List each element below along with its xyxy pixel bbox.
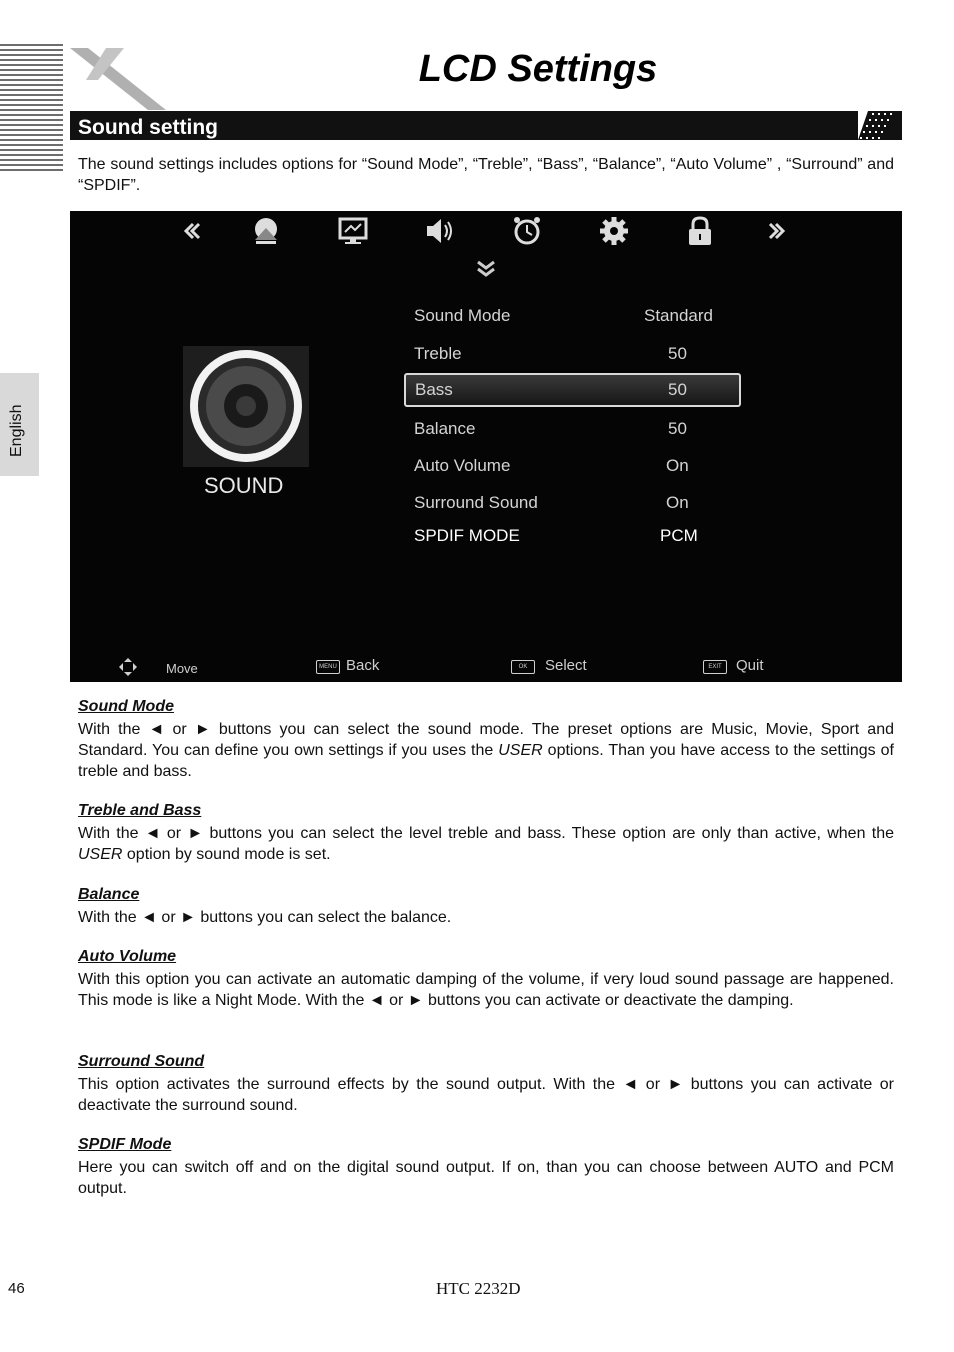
- screen-icon[interactable]: [336, 214, 370, 248]
- picture-icon[interactable]: [249, 214, 283, 248]
- menu-item-value: 50: [668, 380, 687, 399]
- chevron-down-icon: [472, 259, 500, 279]
- paragraph-treble-and-bass: [78, 823, 894, 865]
- menu-item-label: SPDIF MODE: [414, 526, 520, 545]
- footer-move-label: Move: [166, 661, 198, 676]
- menu-item-value: PCM: [660, 526, 698, 545]
- alarm-clock-icon[interactable]: [510, 214, 544, 248]
- text: With the ◄ or ► buttons you can select the level treble and bass. These option are only than active, when the: [78, 825, 894, 842]
- language-label: English: [8, 404, 25, 457]
- paragraph-auto-volume: With this option you can activate an automatic damping of the volume, if very loud sound passage are happened. This mode is like a Night Mode. With the ◄ or ► buttons you can activate or deactivate the damping.: [78, 971, 894, 1009]
- double-right-arrow-icon[interactable]: [762, 214, 796, 248]
- intro-paragraph: The sound settings includes options for “Sound Mode”, “Treble”, “Bass”, “Balance”, “Auto Volume” , “Surround” and “SPDIF”.: [78, 156, 894, 194]
- menu-item-value: Standard: [644, 306, 713, 325]
- emphasis: USER: [498, 742, 543, 759]
- paragraph-balance: With the ◄ or ► buttons you can select the balance.: [78, 909, 452, 926]
- osd-footer: [70, 651, 902, 681]
- menu-item-label: Auto Volume: [414, 456, 511, 475]
- text: option by sound mode is set.: [122, 846, 331, 863]
- menu-item-auto-volume[interactable]: [414, 452, 744, 482]
- emphasis: USER: [78, 846, 123, 863]
- paragraph-surround-sound: This option activates the surround effects by the sound output. With the ◄ or ► buttons you can activate or deactivate the surround sound.: [78, 1076, 894, 1114]
- menu-item-value: On: [666, 456, 689, 475]
- gear-icon[interactable]: [597, 214, 631, 248]
- move-arrows-icon: [118, 655, 158, 677]
- osd-screenshot: [70, 211, 902, 682]
- lock-icon[interactable]: [683, 214, 717, 248]
- decorative-stripes: [0, 44, 63, 172]
- sound-panel-label: SOUND: [204, 473, 284, 498]
- menu-item-value: 50: [668, 344, 687, 363]
- speaker-icon[interactable]: [423, 214, 457, 248]
- osd-top-icon-bar: [70, 211, 902, 251]
- paragraph-spdif-mode: Here you can switch off and on the digital sound output. If on, than you can choose between AUTO and PCM output.: [78, 1159, 894, 1197]
- text: options. Than you have access to the settings of treble and bass.: [78, 742, 894, 780]
- menu-key-icon: MENU: [316, 660, 340, 674]
- double-left-arrow-icon[interactable]: [173, 214, 207, 248]
- menu-item-spdif-mode[interactable]: [414, 522, 744, 552]
- page-number: 46: [8, 1280, 25, 1297]
- heading-auto-volume: Auto Volume: [78, 948, 177, 965]
- menu-item-label: Surround Sound: [414, 493, 538, 512]
- heading-spdif-mode: SPDIF Mode: [78, 1136, 172, 1153]
- ok-key-icon: OK: [511, 660, 535, 674]
- menu-item-surround-sound[interactable]: [414, 489, 744, 519]
- exit-key-icon: EXIT: [703, 660, 727, 674]
- menu-item-bass-selected[interactable]: [404, 373, 741, 407]
- text: With the ◄ or ► buttons you can select the sound mode. The preset options are Music, Movie, Sport and Standard. You can define you own settings if you uses the: [78, 721, 894, 759]
- paragraph-sound-mode: [78, 719, 894, 782]
- model-name: HTC 2232D: [436, 1279, 521, 1298]
- menu-item-sound-mode[interactable]: [414, 302, 744, 332]
- dot-pattern-decoration: [858, 111, 902, 140]
- heading-balance: Balance: [78, 886, 140, 903]
- footer-select-label: Select: [545, 657, 587, 674]
- language-side-tab: [0, 373, 39, 476]
- section-title: Sound setting: [78, 116, 218, 139]
- menu-item-label: Bass: [415, 380, 453, 399]
- menu-item-label: Sound Mode: [414, 306, 511, 325]
- footer-quit-label: Quit: [736, 657, 764, 674]
- menu-item-treble[interactable]: [414, 340, 744, 370]
- brand-logo-x: [66, 42, 170, 112]
- menu-item-value: 50: [668, 419, 687, 438]
- menu-item-label: Balance: [414, 419, 476, 438]
- section-header: [70, 111, 902, 140]
- speaker-graphic: [183, 346, 309, 467]
- heading-sound-mode: Sound Mode: [78, 698, 174, 715]
- page-title: LCD Settings: [418, 48, 658, 90]
- footer-back-label: Back: [346, 657, 380, 674]
- heading-treble-and-bass: Treble and Bass: [78, 802, 202, 819]
- heading-surround-sound: Surround Sound: [78, 1053, 205, 1070]
- menu-item-value: On: [666, 493, 689, 512]
- menu-item-label: Treble: [414, 344, 462, 363]
- menu-item-balance[interactable]: [414, 415, 744, 445]
